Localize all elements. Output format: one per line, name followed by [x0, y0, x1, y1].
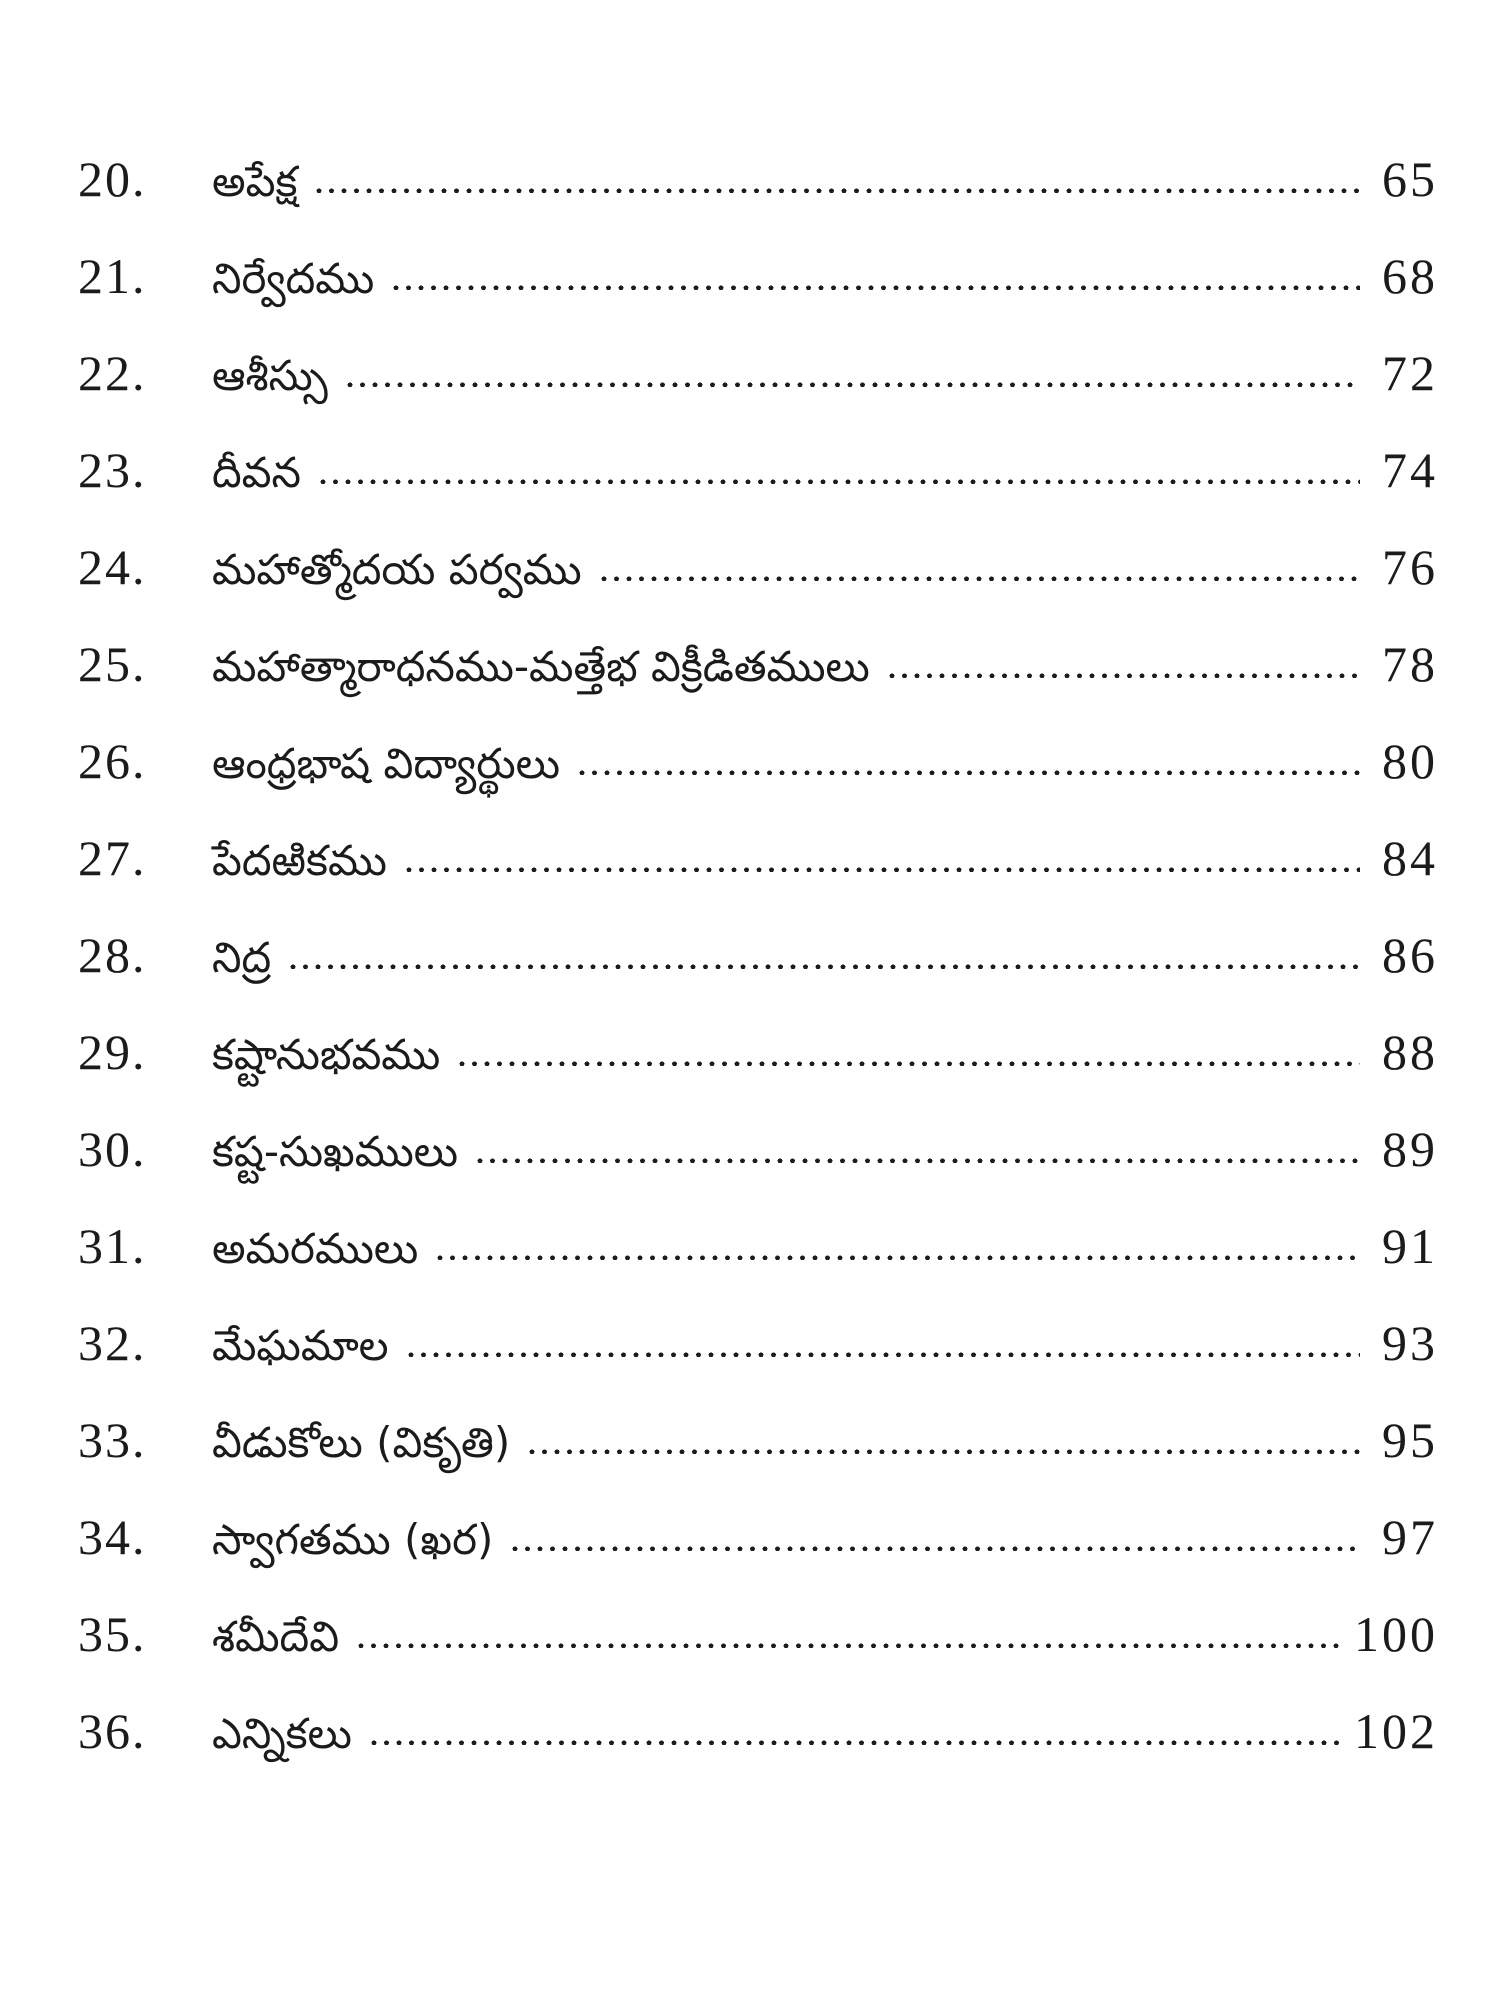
entry-page-number: 95 — [1382, 1412, 1438, 1468]
dotted-leader — [355, 1641, 1340, 1651]
toc-entry — [78, 538, 1438, 635]
entry-page-number: 86 — [1382, 927, 1438, 983]
toc-entry — [78, 1120, 1438, 1217]
toc-entry — [78, 635, 1438, 732]
dotted-leader — [313, 186, 1360, 196]
dotted-leader — [317, 477, 1360, 487]
entry-title: శమీదేవి — [212, 1612, 340, 1661]
dotted-leader — [474, 1156, 1360, 1166]
entry-number: 24. — [78, 539, 147, 595]
entry-page-number: 65 — [1382, 151, 1438, 207]
entry-title: నిద్ర — [212, 933, 272, 982]
entry-page-number: 100 — [1354, 1606, 1438, 1662]
entry-page-number: 97 — [1382, 1509, 1438, 1565]
dotted-leader — [390, 283, 1360, 293]
entry-title: కష్టానుభవము — [212, 1030, 441, 1079]
entry-title: మహాత్మోదయ పర్వము — [212, 545, 582, 594]
entry-number: 27. — [78, 830, 147, 886]
entry-number: 29. — [78, 1024, 147, 1080]
entry-page-number: 89 — [1382, 1121, 1438, 1177]
entry-page-number: 76 — [1382, 539, 1438, 595]
entry-number: 35. — [78, 1606, 147, 1662]
dotted-leader — [368, 1738, 1340, 1748]
entry-number: 32. — [78, 1315, 147, 1371]
entry-page-number: 91 — [1382, 1218, 1438, 1274]
entry-number: 31. — [78, 1218, 147, 1274]
toc-entry — [78, 926, 1438, 1023]
toc-entry — [78, 732, 1438, 829]
entry-number: 21. — [78, 248, 147, 304]
dotted-leader — [576, 768, 1360, 778]
entry-page-number: 88 — [1382, 1024, 1438, 1080]
entry-page-number: 74 — [1382, 442, 1438, 498]
entry-title: ఎన్నికలు — [212, 1709, 352, 1758]
entry-title: మేఘమాల — [212, 1321, 389, 1370]
entry-title: స్వాగతము (ఖర) — [212, 1515, 494, 1564]
entry-number: 26. — [78, 733, 147, 789]
entry-title: కష్ట-సుఖములు — [212, 1127, 459, 1176]
toc-entry — [78, 829, 1438, 926]
entry-page-number: 78 — [1382, 636, 1438, 692]
dotted-leader — [434, 1253, 1360, 1263]
dotted-leader — [886, 671, 1360, 681]
dotted-leader — [403, 865, 1360, 875]
entry-title: పేదఱికము — [212, 836, 387, 885]
entry-page-number: 72 — [1382, 345, 1438, 401]
entry-page-number: 93 — [1382, 1315, 1438, 1371]
entry-title: మహాత్మారాధనము-మత్తేభ విక్రీడితములు — [212, 642, 870, 691]
toc-entry — [78, 1702, 1438, 1799]
dotted-leader — [287, 962, 1360, 972]
toc-entry — [78, 1411, 1438, 1508]
toc-entry — [78, 1605, 1438, 1702]
entry-page-number: 68 — [1382, 248, 1438, 304]
entry-number: 30. — [78, 1121, 147, 1177]
dotted-leader — [526, 1447, 1360, 1457]
table-of-contents — [78, 150, 1438, 1799]
dotted-leader — [598, 574, 1360, 584]
dotted-leader — [344, 380, 1360, 390]
toc-entry — [78, 1217, 1438, 1314]
toc-entry — [78, 247, 1438, 344]
entry-title: నిర్వేదము — [212, 254, 375, 303]
entry-number: 22. — [78, 345, 147, 401]
toc-entry — [78, 1508, 1438, 1605]
entry-page-number: 80 — [1382, 733, 1438, 789]
toc-entry — [78, 344, 1438, 441]
dotted-leader — [405, 1350, 1360, 1360]
entry-number: 33. — [78, 1412, 147, 1468]
entry-title: అపేక్ష — [212, 157, 298, 206]
entry-title: దీవన — [212, 448, 301, 497]
entry-page-number: 84 — [1382, 830, 1438, 886]
entry-number: 23. — [78, 442, 147, 498]
entry-number: 34. — [78, 1509, 147, 1565]
entry-number: 25. — [78, 636, 147, 692]
toc-entry — [78, 150, 1438, 247]
toc-entry — [78, 1023, 1438, 1120]
entry-number: 36. — [78, 1703, 147, 1759]
entry-title: వీడుకోలు (వికృతి) — [212, 1418, 511, 1467]
toc-entry — [78, 441, 1438, 538]
entry-title: ఆంధ్రభాష విద్యార్థులు — [212, 739, 561, 788]
entry-title: ఆశీస్సు — [212, 351, 328, 400]
dotted-leader — [456, 1059, 1360, 1069]
entry-number: 20. — [78, 151, 147, 207]
entry-number: 28. — [78, 927, 147, 983]
entry-title: అమరములు — [212, 1224, 419, 1273]
toc-entry — [78, 1314, 1438, 1411]
entry-page-number: 102 — [1354, 1703, 1438, 1759]
dotted-leader — [509, 1544, 1360, 1554]
